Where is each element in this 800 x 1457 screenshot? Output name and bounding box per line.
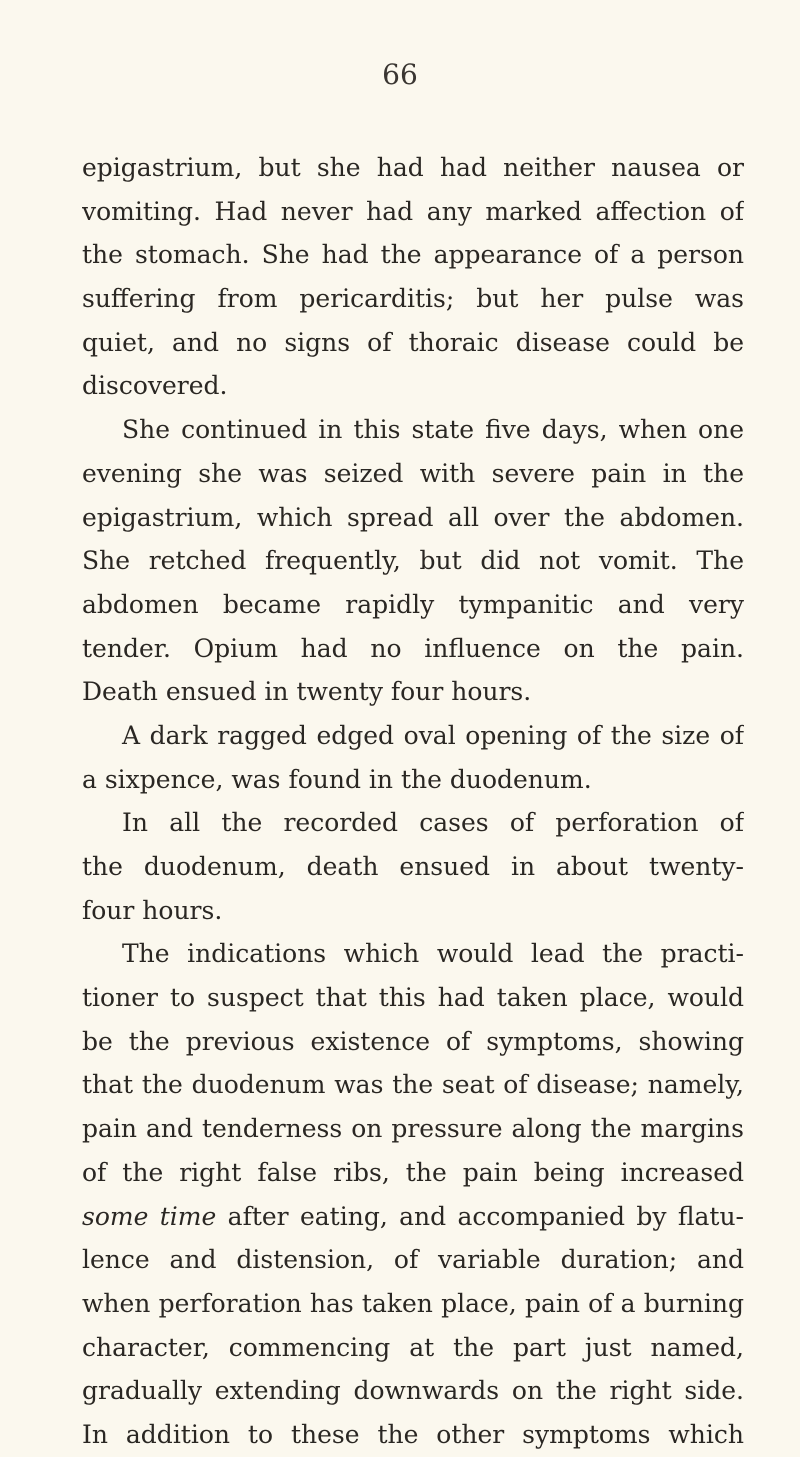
text-line: discovered. (82, 371, 228, 401)
text-line: the stomach. She had the appearance of a person (82, 240, 744, 270)
text-line: The indications which would lead the practi- (122, 939, 744, 969)
text-line: evening she was seized with severe pain in the (82, 458, 744, 488)
text-line: She continued in this state five days, when one (122, 415, 744, 445)
text-line: the duodenum, death ensued in about twenty- (82, 852, 744, 881)
text-line: when perforation has taken place, pain of a burning (82, 1288, 744, 1318)
text-line: a sixpence, was found in the duodenum. (82, 764, 592, 794)
text-line: vomiting. Had never had any marked affection of (82, 196, 744, 226)
text-line: four hours. (82, 895, 223, 925)
text-line: quiet, and no signs of thoraic disease could be (82, 327, 744, 357)
italic-phrase: some time (82, 1201, 217, 1231)
text-line: In addition to these the other symptoms which (82, 1419, 744, 1449)
text-line-remainder: after eating, and accompanied by flatu- (227, 1201, 744, 1231)
page-number: 66 (382, 58, 418, 91)
text-line: be the previous existence of symptoms, showing (82, 1026, 744, 1056)
text-line: epigastrium, which spread all over the abdomen. (82, 502, 744, 532)
text-line-with-emphasis (82, 1195, 744, 1239)
text-line: Death ensued in twenty four hours. (82, 677, 532, 707)
text-line: lence and distension, of variable duration; and (82, 1245, 744, 1275)
body-text (82, 146, 744, 1457)
text-line: suffering from pericarditis; but her pulse was (82, 284, 744, 314)
text-line: tioner to suspect that this had taken place, would (82, 983, 744, 1013)
text-line: A dark ragged edged oval opening of the size of (122, 720, 744, 750)
text-line: gradually extending downwards on the right side. (82, 1376, 744, 1406)
text-line: In all the recorded cases of perforation of (122, 808, 744, 838)
text-line: of the right false ribs, the pain being increased (82, 1157, 744, 1187)
text-line: epigastrium, but she had had neither nausea or (82, 153, 744, 182)
text-line: tender. Opium had no influence on the pain. (82, 633, 744, 663)
text-line: pain and tenderness on pressure along the margins (82, 1114, 744, 1144)
text-line: character, commencing at the part just named, (82, 1332, 744, 1362)
text-line: She retched frequently, but did not vomit. The (82, 546, 744, 576)
text-line: abdomen became rapidly tympanitic and very (82, 589, 744, 619)
text-line: that the duodenum was the seat of disease; namely, (82, 1070, 744, 1100)
